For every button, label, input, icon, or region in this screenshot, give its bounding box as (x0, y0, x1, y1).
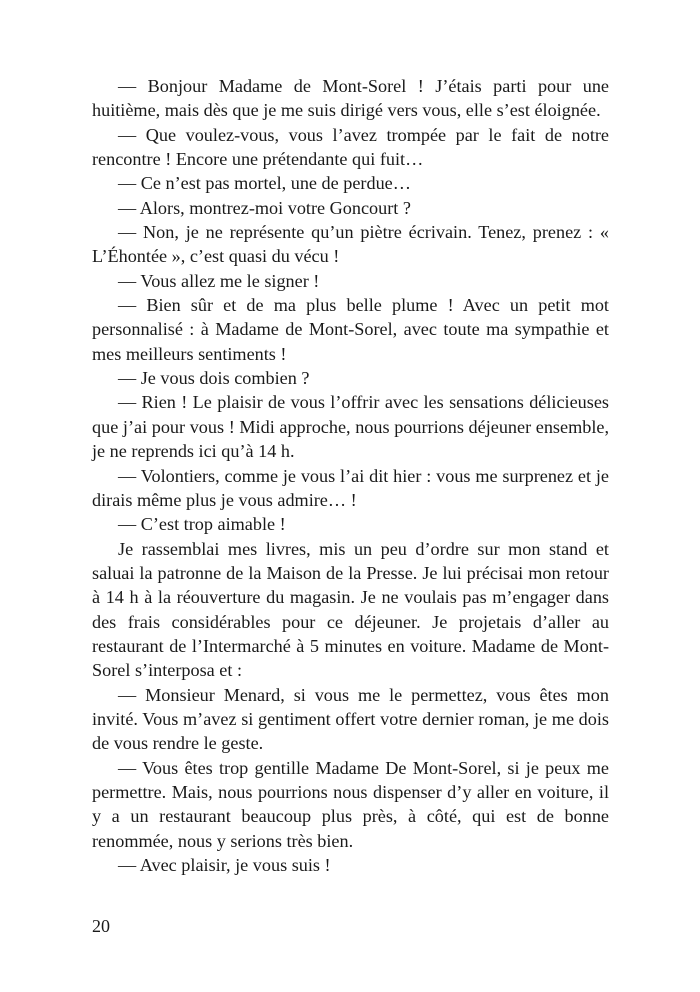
paragraph: — Volontiers, comme je vous l’ai dit hier : vous me surprenez et je dirais même plus je vous admire… ! (92, 465, 609, 510)
body-text (92, 74, 609, 877)
paragraph: — Alors, montrez-moi votre Goncourt ? (118, 197, 411, 218)
paragraph: — Vous allez me le signer ! (118, 270, 320, 291)
page-number: 20 (92, 916, 110, 936)
paragraph: — Ce n’est pas mortel, une de perdue… (118, 173, 411, 194)
paragraph: — Vous êtes trop gentille Madame De Mont-Sorel, si je peux me permettre. Mais, nous pourrions nous dispenser d’y aller en voiture, il y a un restaurant beaucoup plus près, à côté, qui est de bonne renommée, nous y serions très bien. (92, 757, 609, 851)
paragraph: — Bonjour Madame de Mont-Sorel ! J’étais parti pour une huitième, mais dès que je me suis dirigé vers vous, elle s’est éloignée. (92, 76, 609, 121)
paragraph: — Bien sûr et de ma plus belle plume ! Avec un petit mot personnalisé : à Madame de Mont-Sorel, avec toute ma sympathie et mes meilleurs sentiments ! (92, 295, 609, 364)
paragraph: — Rien ! Le plaisir de vous l’offrir avec les sensations délicieuses que j’ai pour vous ! Midi approche, nous pourrions déjeuner ensemble, je ne reprends ici qu’à 14 h. (92, 392, 609, 462)
paragraph: — Je vous dois combien ? (118, 368, 310, 389)
paragraph: — Que voulez-vous, vous l’avez trompée par le fait de notre rencontre ! Encore une prétendante qui fuit… (92, 124, 609, 170)
paragraph: — Monsieur Menard, si vous me le permettez, vous êtes mon invité. Vous m’avez si gentiment offert votre dernier roman, je me dois de vous rendre le geste. (92, 684, 609, 754)
paragraph: Je rassemblai mes livres, mis un peu d’ordre sur mon stand et saluai la patronne de la Maison de la Presse. Je lui précisai mon retour à 14 h à la réouverture du magasin. Je ne voulais pas m’engager dans des frais considérables pour ce déjeuner. Je projetais d’aller au restaurant de l’Intermarché à 5 minutes en voiture. Madame de Mont-Sorel s’interposa et : (92, 538, 609, 681)
paragraph: — Non, je ne représente qu’un piètre écrivain. Tenez, prenez : « L’Éhontée », c’est quasi du vécu ! (92, 222, 609, 267)
paragraph: — Avec plaisir, je vous suis ! (118, 855, 331, 875)
paragraph: — C’est trop aimable ! (118, 514, 286, 535)
